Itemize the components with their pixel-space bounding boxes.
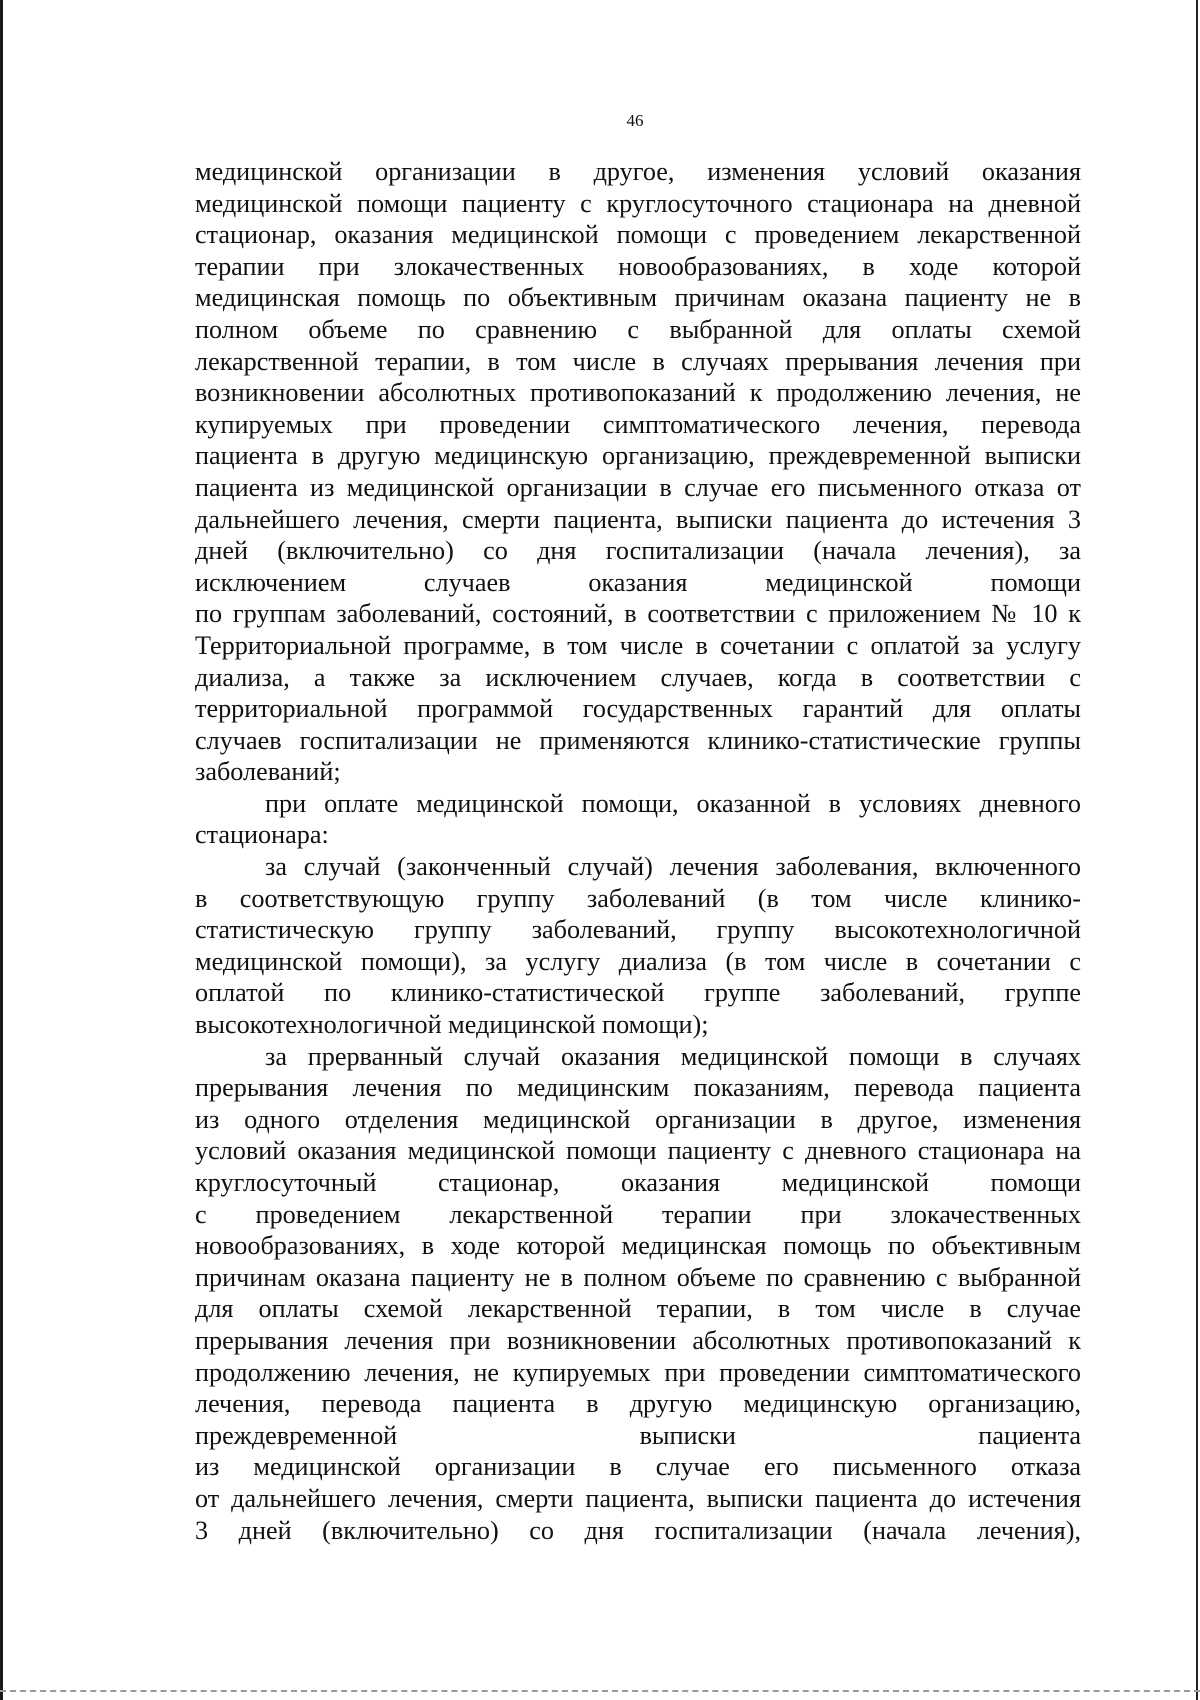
text-line: случаев госпитализации не применяются клинико-статистические группы	[195, 725, 1081, 755]
text-line: исключением случаев оказания медицинской помощи	[195, 567, 1081, 597]
text-line: из одного отделения медицинской организации в другое, изменения	[195, 1104, 1081, 1134]
text-line: оплатой по клинико-статистической группе заболеваний, группе	[195, 978, 1081, 1008]
text-line: с проведением лекарственной терапии при злокачественных	[195, 1199, 1081, 1229]
scan-edge-left	[0, 0, 3, 1700]
text-line: стационара:	[195, 820, 329, 850]
text-line: полном объеме по сравнению с выбранной для оплаты схемой	[195, 314, 1081, 344]
text-line: медицинской помощи пациенту с круглосуточного стационара на дневной	[195, 188, 1081, 218]
text-line: условий оказания медицинской помощи пациенту с дневного стационара на	[195, 1136, 1081, 1166]
text-line: прерывания лечения при возникновении абсолютных противопоказаний к	[195, 1325, 1081, 1355]
text-line: высокотехнологичной медицинской помощи);	[195, 1010, 709, 1040]
text-line: в соответствующую группу заболеваний (в том числе клинико-	[195, 883, 1081, 913]
text-line: территориальной программой государственных гарантий для оплаты	[195, 694, 1081, 724]
text-line: преждевременной выписки пациента	[195, 1420, 1081, 1450]
text-line: продолжению лечения, не купируемых при проведении симптоматического	[195, 1357, 1081, 1387]
text-line: пациента в другую медицинскую организацию, преждевременной выписки	[195, 441, 1081, 471]
text-line: за прерванный случай оказания медицинской помощи в случаях	[265, 1041, 1081, 1071]
text-line: из медицинской организации в случае его письменного отказа	[195, 1452, 1081, 1482]
scan-edge-bottom	[0, 1690, 1200, 1692]
text-line: заболеваний;	[195, 757, 341, 787]
text-line: медицинской помощи), за услугу диализа (в том числе в сочетании с	[195, 946, 1081, 976]
text-line: Территориальной программе, в том числе в сочетании с оплатой за услугу	[195, 630, 1081, 660]
text-line: при оплате медицинской помощи, оказанной в условиях дневного	[265, 788, 1081, 818]
text-line: стационар, оказания медицинской помощи с проведением лекарственной	[195, 220, 1081, 250]
text-line: лечения, перевода пациента в другую медицинскую организацию,	[195, 1389, 1081, 1419]
text-line: причинам оказана пациенту не в полном объеме по сравнению с выбранной	[195, 1262, 1081, 1292]
text-line: возникновении абсолютных противопоказаний к продолжению лечения, не	[195, 378, 1081, 408]
text-line: статистическую группу заболеваний, группу высокотехнологичной	[195, 915, 1081, 945]
text-line: пациента из медицинской организации в случае его письменного отказа от	[195, 472, 1081, 502]
text-line: круглосуточный стационар, оказания медицинской помощи	[195, 1168, 1081, 1197]
page-number: 46	[626, 111, 644, 130]
scan-edge-right	[1196, 0, 1198, 1700]
text-line: дней (включительно) со дня госпитализации (начала лечения), за	[195, 536, 1081, 566]
text-line: медицинской организации в другое, изменения условий оказания	[195, 157, 1081, 186]
text-line: от дальнейшего лечения, смерти пациента, выписки пациента до истечения	[195, 1483, 1081, 1513]
text-line: терапии при злокачественных новообразованиях, в ходе которой	[195, 251, 1081, 281]
text-line: купируемых при проведении симптоматического лечения, перевода	[195, 409, 1081, 439]
text-line: лекарственной терапии, в том числе в случаях прерывания лечения при	[195, 346, 1081, 376]
text-line: новообразованиях, в ходе которой медицинская помощь по объективным	[195, 1231, 1081, 1261]
text-line: для оплаты схемой лекарственной терапии, в том числе в случае	[195, 1294, 1081, 1324]
text-line: прерывания лечения по медицинским показаниям, перевода пациента	[195, 1073, 1081, 1103]
text-line: по группам заболеваний, состояний, в соответствии с приложением № 10 к	[195, 599, 1081, 629]
document-body	[195, 156, 1081, 1546]
text-line: 3 дней (включительно) со дня госпитализации (начала лечения),	[195, 1515, 1081, 1545]
text-line: медицинская помощь по объективным причинам оказана пациенту не в	[195, 283, 1081, 313]
text-line: диализа, а также за исключением случаев, когда в соответствии с	[195, 662, 1081, 692]
text-line: дальнейшего лечения, смерти пациента, выписки пациента до истечения 3	[195, 504, 1081, 534]
text-line: за случай (законченный случай) лечения заболевания, включенного	[265, 852, 1081, 882]
